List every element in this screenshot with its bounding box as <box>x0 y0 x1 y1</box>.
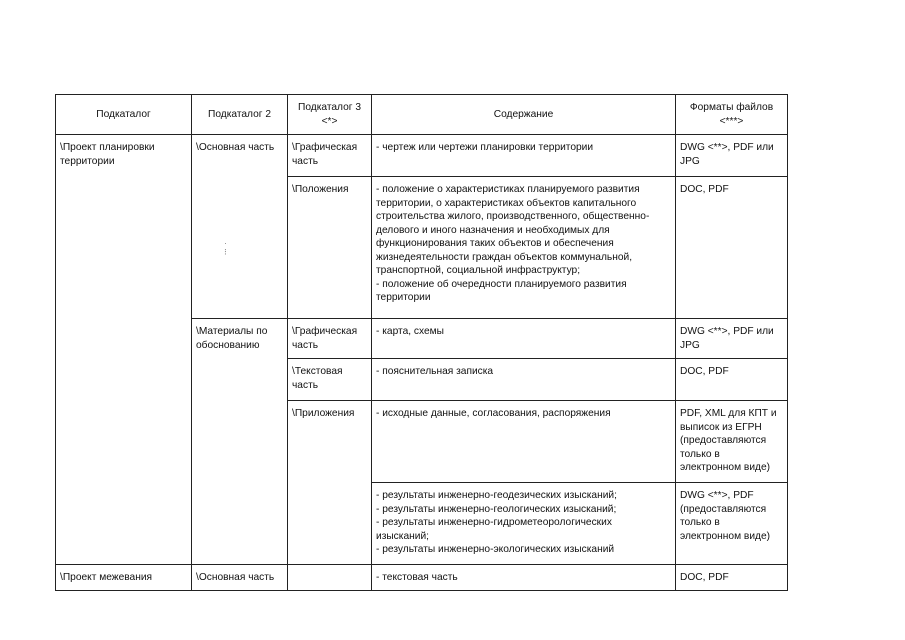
cell-formats: DWG <**>, PDF или JPG <box>676 319 788 359</box>
cell-formats: DOC, PDF <box>676 177 788 319</box>
cell-content: - пояснительная записка <box>372 359 676 401</box>
table-row <box>56 565 788 591</box>
header-subcatalog-3: Подкаталог 3 <*> <box>288 95 372 135</box>
header-file-formats: Форматы файлов <***> <box>676 95 788 135</box>
header-content: Содержание <box>372 95 676 135</box>
cell-content: - текстовая часть <box>372 565 676 591</box>
scan-speck: · ⁝ <box>224 238 227 257</box>
cell-appendices: \Приложения <box>288 401 372 565</box>
cell-graphic-part: \Графическая часть <box>288 135 372 177</box>
header-subcatalog: Подкаталог <box>56 95 192 135</box>
table-row <box>56 135 788 177</box>
cell-content: - чертеж или чертежи планировки территории <box>372 135 676 177</box>
cell-formats: DWG <**>, PDF (предоставляются только в электронном виде) <box>676 483 788 565</box>
cell-formats: DWG <**>, PDF или JPG <box>676 135 788 177</box>
cell-justification-materials: \Материалы по обоснованию <box>192 319 288 565</box>
cell-empty <box>288 565 372 591</box>
cell-graphic-part: \Графическая часть <box>288 319 372 359</box>
cell-formats: DOC, PDF <box>676 565 788 591</box>
cell-text-part: \Текстовая часть <box>288 359 372 401</box>
cell-content: - результаты инженерно-геодезических изысканий; - результаты инженерно-геологических изысканий; - результаты инженерно-гидрометеорологических изысканий; - результаты инженерно-экологических изысканий <box>372 483 676 565</box>
catalog-table <box>55 94 788 591</box>
cell-content: - положение о характеристиках планируемого развития территории, о характеристиках объектов капитального строительства жилого, производственного, общественно- делового и иного назначения и необходимых для функционирования таких объектов и обеспечения жизнедеятельности граждан объектов коммунальной, транспортной, социальной инфраструктур; - положение об очередности планируемого развития территории <box>372 177 676 319</box>
cell-formats: PDF, XML для КПТ и выписок из ЕГРН (предоставляются только в электронном виде) <box>676 401 788 483</box>
cell-formats: DOC, PDF <box>676 359 788 401</box>
cell-main-part: \Основная часть <box>192 135 288 319</box>
header-row <box>56 95 788 135</box>
cell-provisions: \Положения <box>288 177 372 319</box>
cell-subcatalog-surveying-project: \Проект межевания <box>56 565 192 591</box>
cell-content: - карта, схемы <box>372 319 676 359</box>
cell-content: - исходные данные, согласования, распоряжения <box>372 401 676 483</box>
cell-main-part: \Основная часть <box>192 565 288 591</box>
cell-subcatalog-planning-project: \Проект планировки территории <box>56 135 192 565</box>
header-subcatalog-2: Подкаталог 2 <box>192 95 288 135</box>
